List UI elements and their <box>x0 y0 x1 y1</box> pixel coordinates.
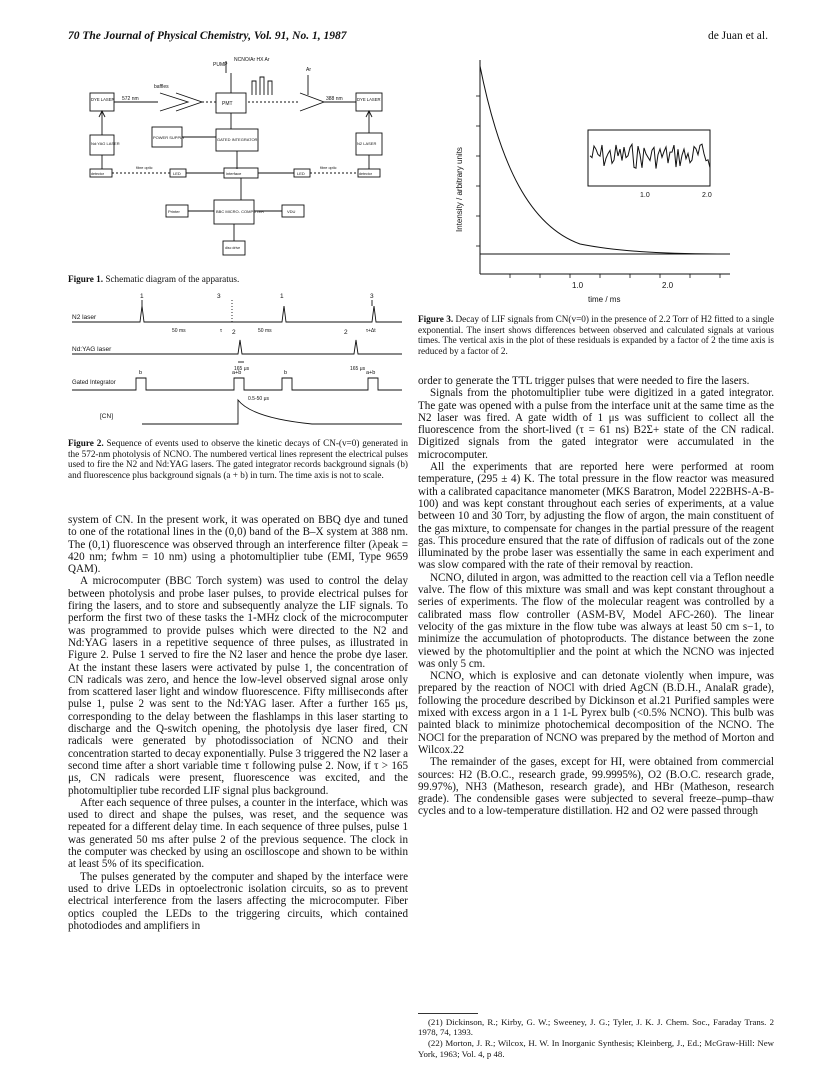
fig2-label-pulse-2b: 2 <box>344 329 348 336</box>
fig1-label-detector-left: detector <box>91 172 104 176</box>
fig3-xtick-1: 1.0 <box>572 281 584 290</box>
fig2-label-b-1: b <box>139 370 143 376</box>
fig1-label-led-left: LED <box>173 171 181 176</box>
fig1-label-pump: PUMP <box>213 62 228 68</box>
figure-3-caption-label: Figure 3. <box>418 314 454 324</box>
left-para-4: The pulses generated by the computer and shaped by the interface were used to drive LEDs in optoelectronic isolation circuits, so as to prevent electrical interference from the lasers affecting the microcomputer. Fiber optics coupled the LEDs to the triggering circuits, which contained photodiodes and amplifiers in <box>68 870 408 932</box>
footnote-rule <box>418 1013 478 1014</box>
left-para-3: After each sequence of three pulses, a counter in the interface, which was used to direct and shape the pulses, was reset, and the sequence was repeated for a different delay time. In each sequence of three pulses, pulse 1 was generated 50 ms after pulse 2 of the previous sequence. The clock in the computer was checked by using an oscilloscope and shown to be within at least 5% of its specification. <box>68 796 408 871</box>
left-column-text <box>68 514 408 932</box>
figure-1-caption-text: Schematic diagram of the apparatus. <box>105 274 240 284</box>
right-para-6: The remainder of the gases, except for HI, were obtained from commercial sources: H2 (B.O.C., research grade, 99.9995%), O2 (B.O.C. research grade, 99.97%), NH3 (Matheson, research grade), and HBr (Matheson, research grade). The condensible gases were subjected to several freeze–pump–thaw cycles and to a low-temperature distillation. H2 and O2 were passed through <box>418 756 774 818</box>
right-para-2: Signals from the photomultiplier tube were digitized in a gated integrator. The gate was opened with a pulse from the interface unit at the same time as the N2 laser was fired. A gate width of 1 μs was sufficient to collect all the fluorescence from the short-lived (τ = 61 ns) B2Σ+ state of the CN radical. Digitized signals from the gated integrator were accumulated in the microcomputer. <box>418 387 774 461</box>
right-column-text <box>418 375 774 818</box>
fig2-label-pulse-1: 1 <box>140 293 144 300</box>
fig1-label-detector-right: detector <box>359 172 372 176</box>
fig1-label-led-right: LED <box>297 171 305 176</box>
figure-3-decay-plot <box>440 56 740 308</box>
reference-21: (21) Dickinson, R.; Kirby, G. W.; Sweeney, J. G.; Tyler, J. K. J. Chem. Soc., Faraday Trans. 2 1978, 74, 1393. <box>418 1017 774 1038</box>
figure-2-caption <box>68 438 408 480</box>
fig2-label-pulse-2a: 2 <box>232 329 236 336</box>
fig1-label-dye-left: DYE LASER <box>91 97 115 102</box>
figure-2-caption-label: Figure 2. <box>68 438 104 448</box>
fig2-label-n2: N2 laser <box>72 314 97 321</box>
fig2-label-pulse-1b: 1 <box>280 293 284 300</box>
fig2-label-pulse-3a: 3 <box>217 293 221 300</box>
fig2-label-b-2: b <box>284 370 288 376</box>
fig3-xtick-2: 2.0 <box>662 281 674 290</box>
fig1-label-vdu: VDU <box>287 209 296 214</box>
fig3-ylabel: Intensity / arbitrary units <box>455 147 464 232</box>
figure-1-schematic <box>88 55 418 267</box>
fig3-inset-xtick-2: 2.0 <box>702 192 712 199</box>
fig1-label-572nm: 572 nm <box>122 96 139 102</box>
fig1-label-baffles: baffles <box>154 84 169 90</box>
figure-1-caption <box>68 274 408 285</box>
page-header-authors: de Juan et al. <box>707 30 768 42</box>
figure-2-sequence <box>72 292 408 434</box>
fig1-label-bbc: BBC MICRO- COMPUTER <box>216 209 264 214</box>
fig1-label-power: POWER SUPPLY <box>153 135 185 140</box>
fig3-inset-xtick-1: 1.0 <box>640 192 650 199</box>
fig2-label-pulse-3b: 3 <box>370 293 374 300</box>
right-para-3: All the experiments that are reported here were performed at room temperature, (295 ± 4) K. The total pressure in the flow reactor was measured with a calibrated capacitance manometer (MKS Baratron, Model 222BHS-A-B-100) and was kept constant throughout each series of experiments, at a value between 10 and 30 Torr, by adjusting the flow of argon, the main constituent of the gas mixture, to compensate for changes in the partial pressure of the reagent gas. This procedure ensured that the rate of diffusion of radicals out of the zone illuminated by the probe laser was essentially the same in each experiment and was slow compared with the rate of their removal by reaction. <box>418 461 774 572</box>
fig3-xlabel: time / ms <box>588 295 621 304</box>
fig2-label-tau-dt: τ+Δt <box>366 328 376 334</box>
fig1-label-gated: GATED INTEGRATOR <box>217 137 258 142</box>
fig1-label-printer: Printer <box>168 209 180 214</box>
figure-2-caption-text: Sequence of events used to observe the kinetic decays of CN-(v=0) generated in the 572-nm photolysis of NCNO. The numbered vertical lines represent the electrical pulses used to fire the N2 and Nd:YAG lasers. The gated integrator records background signals (b) and fluorescence plus background signals (a + b) in turn. The time axis is not to scale. <box>68 438 409 480</box>
fig2-label-50ms-b: 50 ms <box>258 328 272 334</box>
fig1-label-interface: interface <box>226 171 242 176</box>
fig1-label-fibre-right: fibre optic <box>320 166 337 170</box>
right-para-5: NCNO, which is explosive and can detonate violently when impure, was prepared by the reaction of NOCl with dried AgCN (B.D.H., AnalaR grade), following the procedure described by Dickinson et al.21 Purified samples were mixed with excess argon in a 1 1-L Pyrex bulb (<0.5% NCNO). This bulb was painted black to minimize photochemical decomposition of the NCNO. The NOCl for the preparation of NCNO was prepared by the method of Morton and Wilcox.22 <box>418 670 774 756</box>
fig2-label-ab-1: a+b <box>232 370 242 376</box>
fig2-label-ab-2: a+b <box>366 370 376 376</box>
fig1-label-n2laser: N2 LASER <box>357 141 377 146</box>
fig2-label-165us-b: 165 μs <box>350 366 366 372</box>
right-para-1: order to generate the TTL trigger pulses that were needed to fire the lasers. <box>418 375 750 387</box>
fig1-label-fibre-left: fibre optic <box>136 166 153 170</box>
references <box>418 1017 774 1060</box>
figure-1-caption-label: Figure 1. <box>68 274 104 284</box>
reference-22: (22) Morton, J. R.; Wilcox, H. W. In Inorganic Synthesis; Kleinberg, J., Ed.; McGraw-Hill: New York, 1963; Vol. 4, p 48. <box>418 1038 774 1059</box>
fig2-label-50ms-a: 50 ms <box>172 328 186 334</box>
fig1-label-dye-right: DYE LASER <box>357 97 381 102</box>
fig2-label-tau: τ <box>220 328 222 334</box>
figure-3-caption-text: Decay of LIF signals from CN(v=0) in the presence of 2.2 Torr of H2 fitted to a single exponential. The insert shows differences between observed and calculated signals at various times. The vertical axis in the plot of these residuals is expanded by a factor of 2 the time axis is reduced by a factor of 2. <box>418 314 774 356</box>
fig2-label-gate: 0.5-50 μs <box>248 396 269 402</box>
right-para-4: NCNO, diluted in argon, was admitted to the reaction cell via a Teflon needle valve. The flow of this mixture was small and was kept constant throughout a series of experiments. The flow of the molecular reagent was controlled by a calibrated mass flow controller (ASM-BV, Model AFC-260). The linear velocity of the gas mixture in the flow tube was always at least 50 cm s−1, to minimize the accumulation of photoproducts. The distance between the zone viewed by the photomultiplier and the point at which the NCNO was injected was only 5 cm. <box>418 571 774 670</box>
fig1-label-388nm: 388 nm <box>326 96 343 102</box>
fig1-label-nco: NCNO/Ar HX Ar <box>234 57 270 63</box>
fig2-label-165us-a: 165 μs <box>234 366 250 372</box>
fig1-label-disc: disc drive <box>225 246 241 250</box>
fig1-label-pmt: PMT <box>222 101 233 107</box>
left-para-2: A microcomputer (BBC Torch system) was used to control the delay between photolysis and probe laser pulses, to provide electrical pulses for firing the lasers, and to store and subsequently analyze the LIF signals. To perform the first two of these tasks the 1-MHz clock of the microcomputer was programmed to provide pulses which were directed to the N2 and Nd:YAG lasers in a repetitive sequence of three pulses, as illustrated in Figure 2. Pulse 1 served to fire the N2 laser and hence the probe dye laser. At the instant these lasers were activated by pulse 1, the concentration of CN radicals was zero, and hence the low-level observed signal arose only from scattered laser light and window fluorescence. Fifty milliseconds after pulse 1, pulse 2 was sent to the Nd:YAG laser. After a further 165 μs, corresponding to the delay between the flashlamps in this laser starting to discharge and the Q-switch opening, the photolysis dye laser fired, CN radicals were generated by photodissociation of NCNO and their concentration started to decay exponentially. Pulse 3 triggered the N2 laser a second time after a short variable time τ following pulse 2. Now, if τ > 165 μs, CN radicals were present, fluorescence was excited, and the photomultiplier tube recorded LIF signal plus background. <box>68 575 408 797</box>
left-para-1: system of CN. In the present work, it was operated on BBQ dye and tuned to one of the rotational lines in the (0,0) band of the B–X system at 388 nm. The (0,1) fluorescence was observed through an interference filter (λpeak = 420 nm; fwhm = 10 nm) using a photomultiplier tube (EMI, Type 9659 QAM). <box>68 514 408 576</box>
figure-3-caption <box>418 314 774 356</box>
page-header-journal: 70 The Journal of Physical Chemistry, Vol. 91, No. 1, 1987 <box>68 30 347 42</box>
fig1-label-ndyag: Nd:YAG LASER <box>91 141 120 146</box>
fig2-label-gated: Gated Integrator <box>72 380 116 386</box>
fig1-label-ar: Ar <box>306 67 311 73</box>
fig2-label-cn: [CN] <box>100 413 113 420</box>
fig2-label-ndyag: Nd:YAG laser <box>72 346 112 353</box>
